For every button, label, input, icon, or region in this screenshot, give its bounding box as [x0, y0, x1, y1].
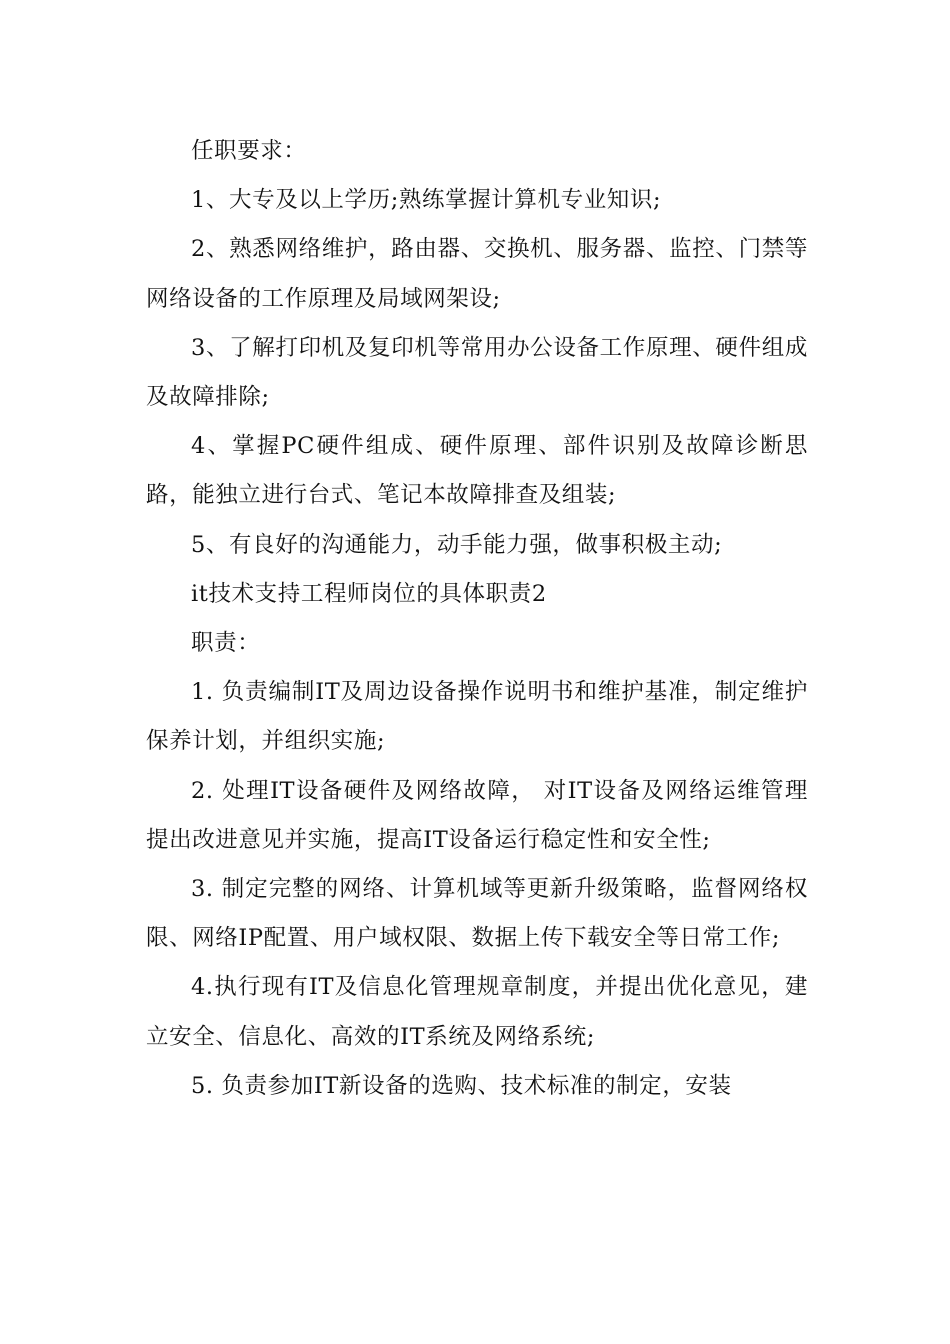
paragraph-duty-2: 2. 处理IT设备硬件及网络故障， 对IT设备及网络运维管理提出改进意见并实施，提高IT设备运行稳定性和安全性;	[146, 777, 808, 853]
paragraph-requirement-1: 1、大专及以上学历;熟练掌握计算机专业知识;	[191, 187, 662, 214]
paragraph-duty-1: 1. 负责编制IT及周边设备操作说明书和维护基准，制定维护保养计划，并组织实施;	[146, 679, 808, 755]
paragraph-section-title: it技术支持工程师岗位的具体职责2	[191, 580, 547, 607]
paragraph-requirement-3: 3、了解打印机及复印机等常用办公设备工作原理、硬件组成及故障排除;	[146, 334, 808, 411]
paragraph-requirement-4: 4、掌握PC硬件组成、硬件原理、部件识别及故障诊断思路，能独立进行台式、笔记本故障排查及组装;	[146, 433, 808, 509]
document-body	[146, 127, 808, 1111]
paragraph-duty-3: 3. 制定完整的网络、计算机域等更新升级策略，监督网络权限、网络IP配置、用户域权限、数据上传下载安全等日常工作;	[146, 876, 808, 952]
paragraph-duty-5: 5. 负责参加IT新设备的选购、技术标准的制定，安装	[191, 1072, 732, 1099]
paragraph-duties-heading: 职责：	[191, 630, 261, 657]
paragraph-requirements-heading: 任职要求：	[191, 138, 307, 164]
paragraph-requirement-5: 5、有良好的沟通能力，动手能力强，做事积极主动;	[191, 531, 723, 558]
paragraph-requirement-2: 2、熟悉网络维护，路由器、交换机、服务器、监控、门禁等网络设备的工作原理及局域网架设;	[146, 236, 808, 312]
paragraph-duty-4: 4.执行现有IT及信息化管理规章制度，并提出优化意见，建立安全、信息化、高效的IT系统及网络系统;	[146, 974, 808, 1050]
